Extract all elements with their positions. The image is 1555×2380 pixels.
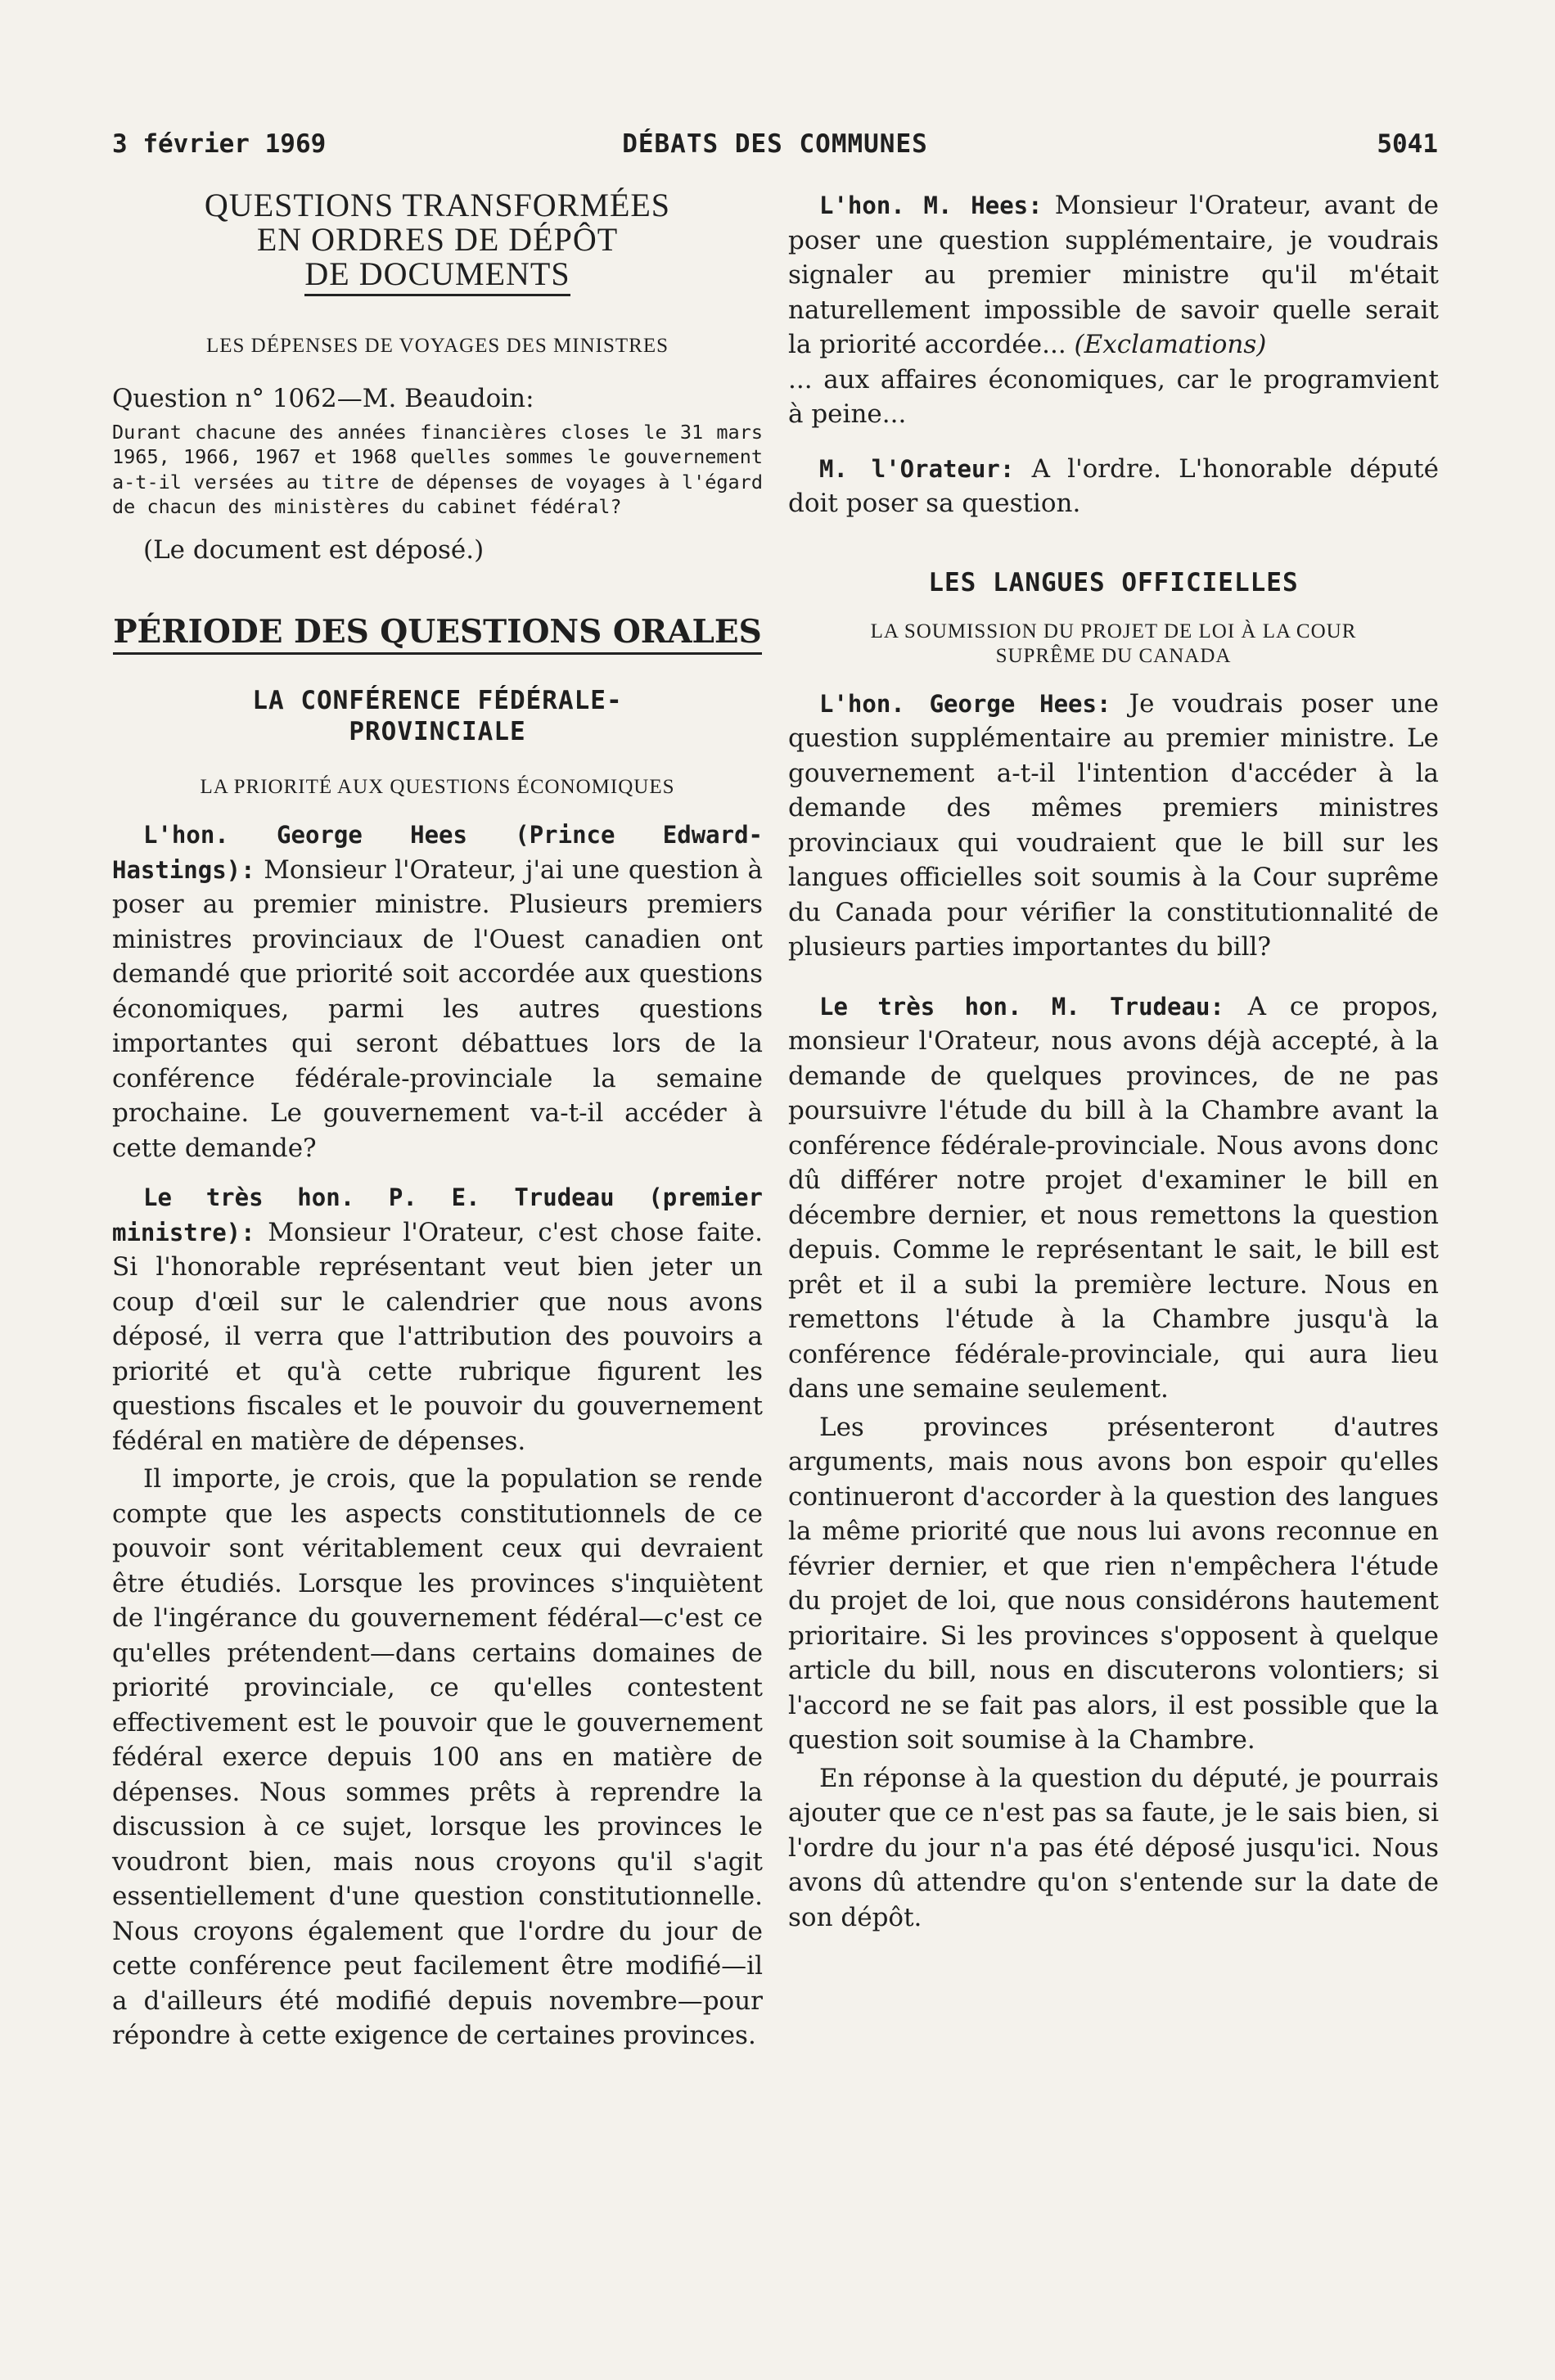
section-title-questions bbox=[112, 188, 763, 291]
paragraph-hees-supplementary bbox=[788, 188, 1439, 432]
paragraph-orateur-text: A l'ordre. L'honorable député doit poser sa question. bbox=[788, 453, 1439, 518]
speaker-hees: L'hon. George Hees (Prince Edward-Hastings): bbox=[112, 821, 763, 884]
question-label-paragraph bbox=[112, 381, 763, 417]
speaker-orateur: M. l'Orateur: bbox=[819, 454, 1015, 483]
paragraph-trudeau-answer bbox=[112, 1180, 763, 1458]
paragraph-answer-deputy: En réponse à la question du député, je pourrais ajouter que ce n'est pas sa faute, je le sais bien, si l'ordre du jour n'a pas été déposé jusqu'ici. Nous avons dû attendre qu'on s'entende sur la date de son dépôt. bbox=[788, 1763, 1439, 1932]
header-date: 3 février 1969 bbox=[112, 129, 327, 159]
speaker-hees-george: L'hon. George Hees: bbox=[819, 689, 1111, 718]
supreme-court-heading bbox=[788, 620, 1439, 669]
paragraph-speaker-order bbox=[788, 452, 1439, 521]
conference-heading bbox=[112, 685, 763, 747]
oral-questions-title-text: PÉRIODE DES QUESTIONS ORALES bbox=[113, 613, 762, 655]
interjection-exclamations: (Exclamations) bbox=[1074, 330, 1267, 359]
right-column bbox=[788, 188, 1439, 1935]
supreme-court-heading-line2: SUPRÊME DU CANADA bbox=[995, 644, 1232, 667]
subtitle-travel-expenses: LES DÉPENSES DE VOYAGES DES MINISTRES bbox=[205, 335, 669, 357]
paragraph-hees-text: Monsieur l'Orateur, j'ai une question à poser au premier ministre. Plusieurs premiers ministres provinciaux de l'Ouest canadien ont demandé que priorité soit accordée aux questions économiques, parmi les autres questions importantes qui seront débattues lors de la conférence fédérale-provinciale la semaine prochaine. Le gouvernement va-t-il accéder à cette demande? bbox=[112, 854, 763, 1163]
paragraph-hees-languages bbox=[788, 687, 1439, 965]
official-languages-heading: LES LANGUES OFFICIELLES bbox=[928, 567, 1299, 597]
deposited-note: (Le document est déposé.) bbox=[143, 534, 485, 565]
oral-questions-title bbox=[112, 613, 763, 651]
conference-heading-line1: LA CONFÉRENCE FÉDÉRALE- bbox=[252, 686, 623, 715]
header-journal-title: DÉBATS DES COMMUNES bbox=[622, 129, 928, 159]
section-title-line3: DE DOCUMENTS bbox=[304, 255, 570, 296]
paragraph-hees-supp-text: Monsieur l'Orateur, avant de poser une question supplémentaire, je voudrais signaler au premier ministre qu'il m'était naturellement impossible de savoir quelle serait la priorité accordée... bbox=[788, 191, 1439, 359]
speaker-hees-short: L'hon. M. Hees: bbox=[819, 192, 1043, 219]
page-header bbox=[112, 129, 1438, 170]
supreme-court-heading-line1: LA SOUMISSION DU PROJET DE LOI À LA COUR bbox=[870, 620, 1357, 642]
question-label: Question n° 1062—M. Beaudoin: bbox=[112, 384, 534, 413]
section-title-line1: QUESTIONS TRANSFORMÉES bbox=[204, 187, 671, 223]
economic-priority-heading: LA PRIORITÉ AUX QUESTIONS ÉCONOMIQUES bbox=[200, 776, 675, 798]
paragraph-trudeau-languages bbox=[788, 989, 1439, 1407]
paragraph-hees-question bbox=[112, 818, 763, 1165]
header-page-number: 5041 bbox=[1377, 129, 1438, 159]
paragraph-hees-languages-text: Je voudrais poser une question supplémentaire au premier ministre. Le gouvernement a-t-il l'intention d'accéder à la demande des mêmes premiers ministres provinciaux qui voudraient que le bill sur les langues officielles soit soumis à la Cour suprême du Canada pour vérifier la constitutionnalité de plusieurs parties importantes du bill? bbox=[788, 688, 1439, 962]
paragraph-provinces-arguments: Les provinces présenteront d'autres arguments, mais nous avons bon espoir qu'elles continueront d'accorder à la question des langues la même priorité que nous lui avons reconnue en février dernier, et que rien n'empêchera l'étude du projet de loi, que nous considérons hautement prioritaire. Si les provinces s'opposent à quelque article du bill, nous en discuterons volontiers; si l'accord ne se fait pas alors, il est possible que la question soit soumise à la Chambre. bbox=[788, 1412, 1439, 1755]
conference-heading-line2: PROVINCIALE bbox=[349, 717, 526, 746]
paragraph-trudeau-text: Monsieur l'Orateur, c'est chose faite. Si l'honorable représentant veut bien jeter un coup d'œil sur le calendrier que nous avons déposé, il verra que l'attribution des pouvoirs a priorité et qu'à cette rubrique figurent les questions fiscales et le pouvoir du gouvernement fédéral en matière de dépenses. bbox=[112, 1217, 763, 1456]
speaker-trudeau: Le très hon. P. E. Trudeau (premier ministre): bbox=[112, 1183, 763, 1246]
paragraph-hees-supp-cont: ... aux affaires économiques, car le programvient à peine... bbox=[788, 364, 1439, 429]
paragraph-trudeau-continued: Il importe, je crois, que la population se rende compte que les aspects constitutionnels de ce pouvoir sont véritablement ceux qui devraient être étudiés. Lorsque les provinces s'inquiètent de l'ingérance du gouvernement fédéral—c'est ce qu'elles prétendent—dans certains domaines de priorité provinciale, ce qu'elles contestent effectivement est le pouvoir que le gouvernement fédéral exerce depuis 100 ans en matière de dépenses. Nous sommes prêts à reprendre la discussion à ce sujet, lorsque les provinces le voudront bien, mais nous croyons qu'il s'agit essentiellement d'une question constitutionnelle. Nous croyons également que l'ordre du jour de cette conférence peut facilement être modifié—il a d'ailleurs été modifié depuis novembre—pour répondre à cette exigence de certaines provinces. bbox=[112, 1464, 763, 2050]
left-column bbox=[112, 188, 763, 2053]
question-text: Durant chacune des années financières closes le 31 mars 1965, 1966, 1967 et 1968 quelles sommes le gouvernement a-t-il versées au titre de dépenses de voyages à l'égard de chacun des ministères du cabinet fédéral? bbox=[112, 420, 763, 518]
section-title-line2: EN ORDRES DE DÉPÔT bbox=[256, 221, 619, 258]
speaker-trudeau-short: Le très hon. M. Trudeau: bbox=[819, 992, 1224, 1021]
paragraph-trudeau-languages-text: A ce propos, monsieur l'Orateur, nous avons déjà accepté, à la demande de quelques provinces, de ne pas poursuivre l'étude du bill à la Chambre avant la conférence fédérale-provinciale. Nous avons donc dû différer notre projet d'examiner le bill en décembre dernier, et nous remettons la question depuis. Comme le représentant le sait, le bill est prêt et il a subi la première lecture. Nous en remettons l'étude à la Chambre jusqu'à la conférence fédérale-provinciale, qui aura lieu dans une semaine seulement. bbox=[788, 991, 1439, 1404]
